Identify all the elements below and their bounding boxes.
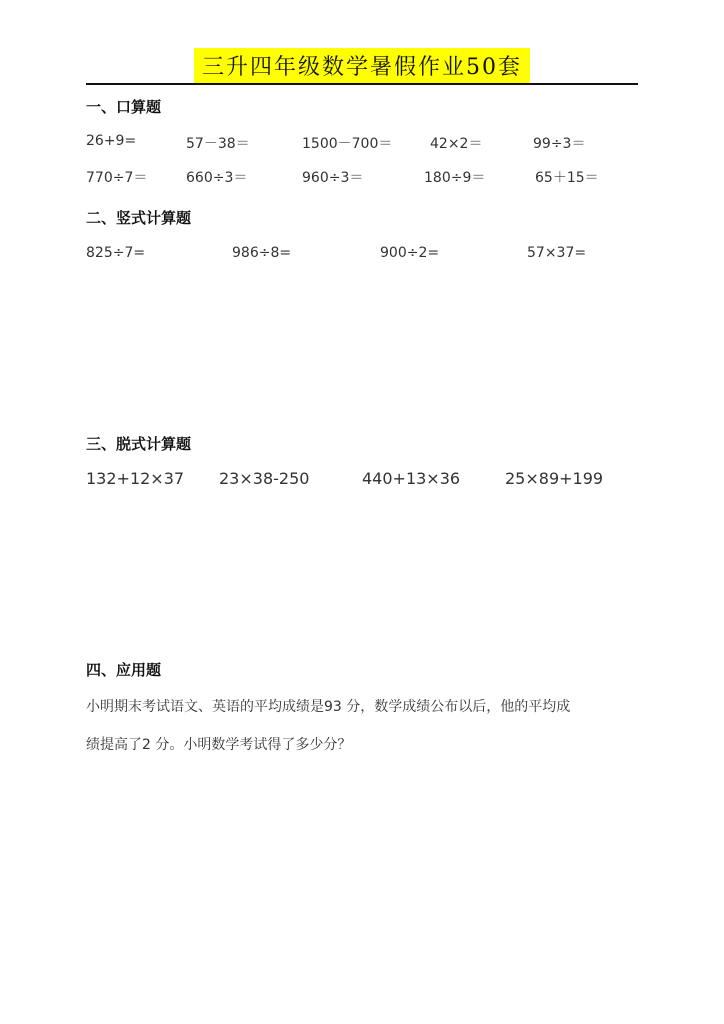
oral-item: 180÷9＝ (424, 170, 486, 186)
vertical-calc-item: 986÷8= (232, 245, 292, 261)
word-problem-line: 小明期末考试语文、英语的平均成绩是93 分，数学成绩公布以后，他的平均成 (86, 699, 571, 715)
word-problem-line: 绩提高了2 分。小明数学考试得了多少分？ (86, 737, 352, 753)
step-calc-item: 440+13×36 (362, 469, 461, 488)
oral-item: 1500－700＝ (302, 136, 393, 152)
oral-item: 26+9= (86, 133, 137, 149)
section3-heading: 三、脱式计算题 (86, 435, 192, 453)
document-title: 三升四年级数学暑假作业50套 (194, 48, 530, 83)
title-bar (0, 48, 724, 83)
oral-item: 57－38＝ (186, 136, 250, 152)
oral-item: 770÷7＝ (86, 170, 148, 186)
vertical-calc-item: 825÷7= (86, 245, 146, 261)
section1-heading: 一、口算题 (86, 98, 162, 116)
vertical-calc-item: 900÷2= (380, 245, 440, 261)
section4-heading: 四、应用题 (86, 661, 162, 679)
oral-item: 65＋15＝ (535, 170, 599, 186)
oral-item: 960÷3＝ (302, 170, 364, 186)
step-calc-item: 132+12×37 (86, 469, 185, 488)
step-calc-item: 25×89+199 (505, 469, 604, 488)
vertical-calc-item: 57×37= (527, 245, 587, 261)
oral-item: 660÷3＝ (186, 170, 248, 186)
step-calc-item: 23×38-250 (219, 469, 310, 488)
title-underline (86, 83, 638, 85)
oral-item: 42×2＝ (430, 136, 483, 152)
oral-item: 99÷3＝ (533, 136, 586, 152)
section2-heading: 二、竖式计算题 (86, 209, 192, 227)
